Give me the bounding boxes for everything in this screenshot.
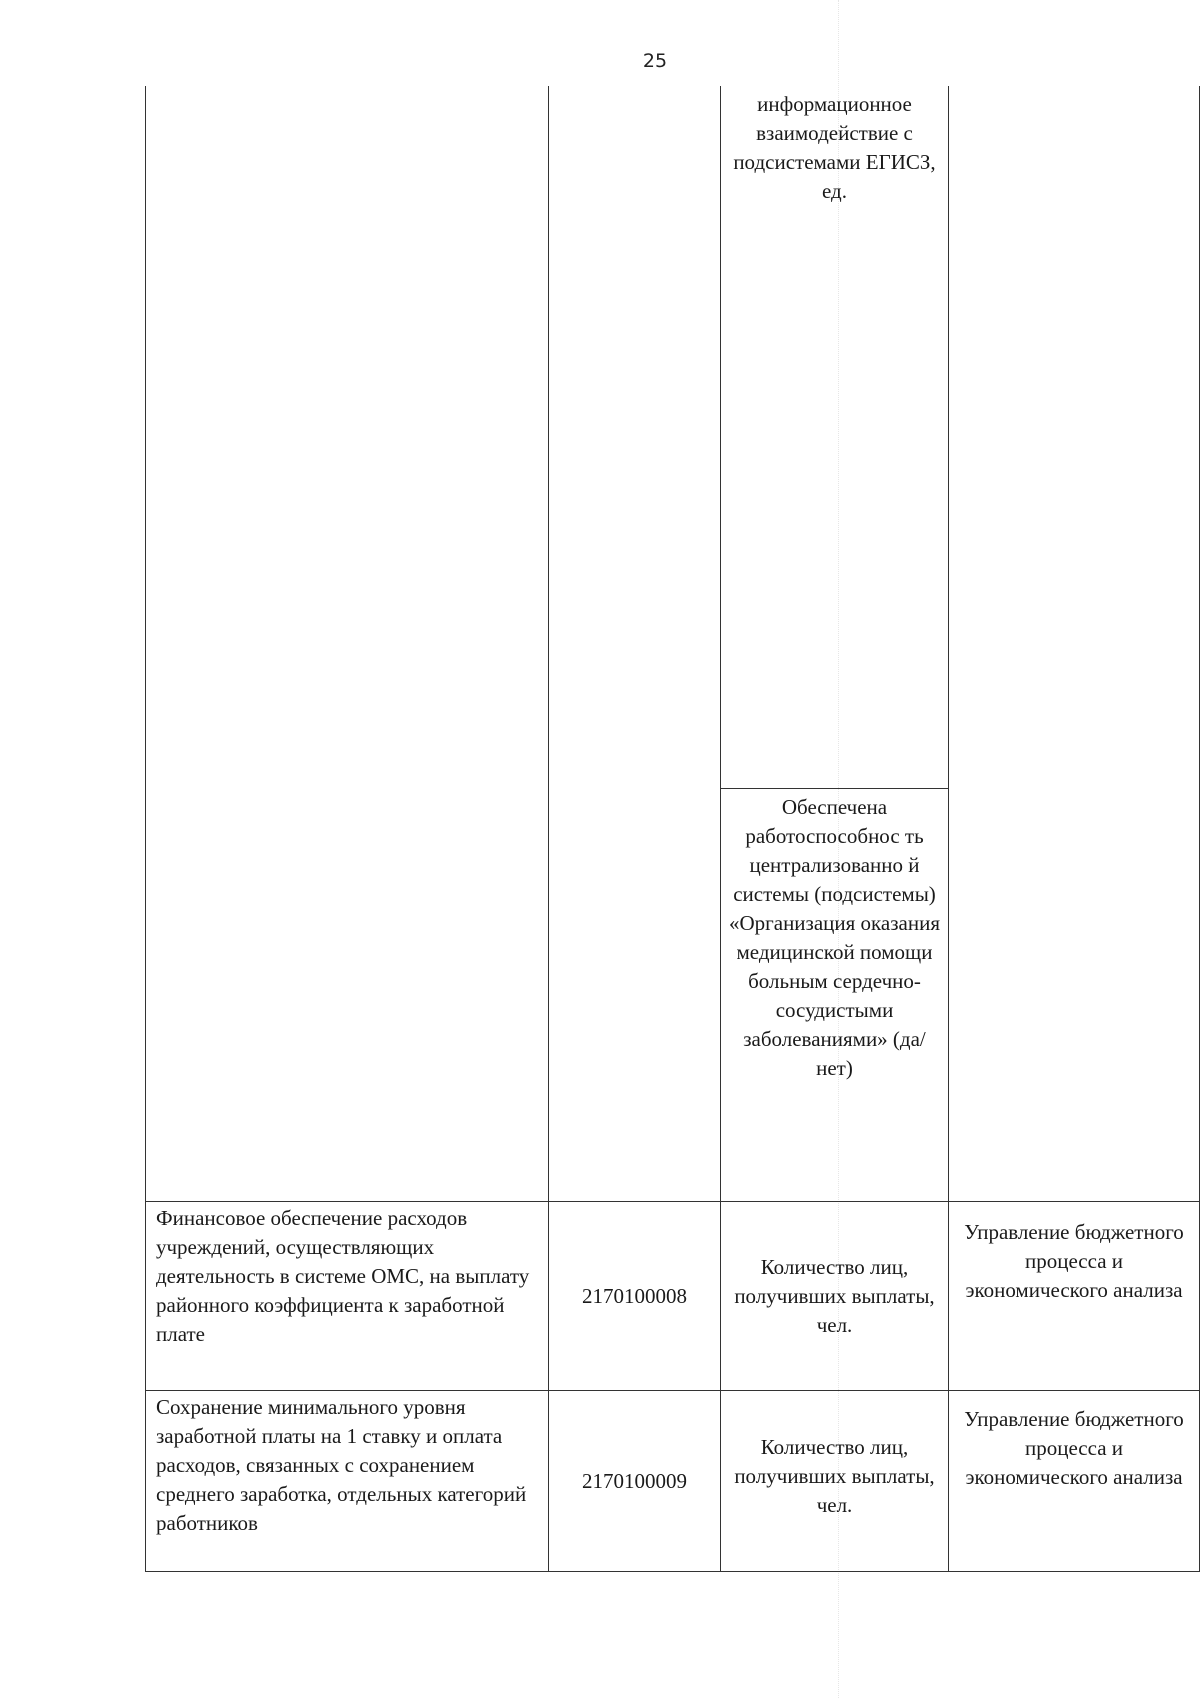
table-row xyxy=(146,1391,1200,1572)
table-row xyxy=(146,1202,1200,1391)
table-cell-indicator: Обеспечена работоспособнос ть централизованно й системы (подсистемы) «Организация оказания медицинской помощи больным сердечно-сосудистыми заболеваниями» (да/нет) xyxy=(721,789,949,1202)
table-row xyxy=(146,86,1200,789)
page-number: 25 xyxy=(642,50,668,72)
table-cell-code-empty xyxy=(549,86,721,1202)
document-table xyxy=(145,86,1184,1572)
table-cell-indicator: Количество лиц, получивших выплаты, чел. xyxy=(721,1202,949,1391)
table-cell-responsible-empty xyxy=(949,86,1200,1202)
table-cell-code: 2170100008 xyxy=(549,1202,721,1391)
table-cell-indicator: информационное взаимодействие с подсистемами ЕГИСЗ, ед. xyxy=(721,86,949,789)
table-cell-responsible: Управление бюджетного процесса и экономического анализа xyxy=(949,1202,1200,1391)
table-cell-name: Сохранение минимального уровня заработной платы на 1 ставку и оплата расходов, связанных с сохранением среднего заработка, отдельных категорий работников xyxy=(146,1391,549,1572)
table-cell-indicator: Количество лиц, получивших выплаты, чел. xyxy=(721,1391,949,1572)
table-cell-code: 2170100009 xyxy=(549,1391,721,1572)
table-cell-name: Финансовое обеспечение расходов учреждений, осуществляющих деятельность в системе ОМС, на выплату районного коэффициента к заработной плате xyxy=(146,1202,549,1391)
table-cell-responsible: Управление бюджетного процесса и экономического анализа xyxy=(949,1391,1200,1572)
table-cell-name-empty xyxy=(146,86,549,1202)
